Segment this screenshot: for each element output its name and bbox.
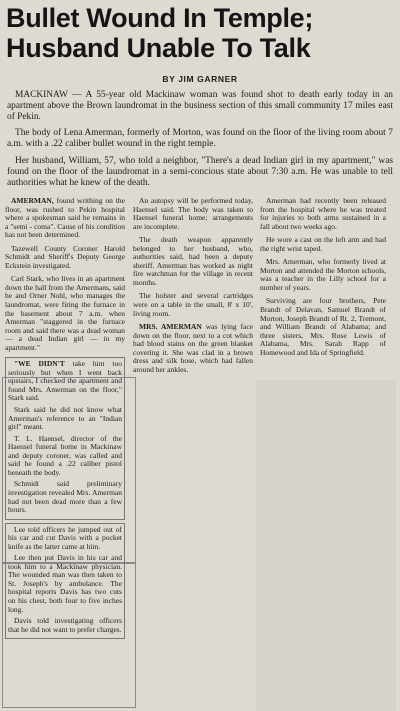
body-paragraph: Surviving are four brothers, Pete Brandt of Delavan, Samuel Brandt of Morton, Joseph Brandt of Rt. 2, Tremont, and William Brandt of Alabama; and three sisters, Mrs. Rose Lewis of Alabama, Mrs. Sarah Rapp of Homewood and Ida of Springfield. <box>260 296 386 357</box>
paragraph-text: take him too seriously but when I went back upstairs, I checked the apartment and found Mrs. Amerman on the floor," Stark said. <box>8 359 123 403</box>
body-paragraph: He wore a cast on the left arm and had the right wrist taped. <box>260 235 386 253</box>
body-paragraph: Davis told investigating officers that he did not want to prefer charges. <box>8 616 122 634</box>
headline-line-1: Bullet Wound In Temple; <box>6 3 314 33</box>
paragraph-text: was lying face down on the floor, next to a cot which had blood stains on the green blanket covering it. She was clad in a brown dress and silk hose, which had fallen around her ankles. <box>133 322 253 374</box>
body-paragraph <box>8 360 122 403</box>
body-paragraph: Stark said he did not know what Amerman's reference to an "Indian girl" meant. <box>8 405 122 432</box>
body-paragraph: The holster and several cartridges were on a table in the small, 8' x 10', living room. <box>133 291 253 318</box>
paragraph-text: found writhing on the floor, was rushed to Pekin hospital where a spokesman said he remains in a "semi - coma". Cause of his condition has not been determined. <box>5 196 125 240</box>
body-paragraph: Schmidt said preliminary investigation revealed Mrs. Amerman had not been dead more than a few hours. <box>8 479 122 515</box>
headline-line-2: Husband Unable To Talk <box>6 33 311 63</box>
paragraph-lead-in: AMERMAN, <box>11 196 54 205</box>
lead-paragraph: MACKINAW — A 55-year old Mackinaw woman was found shot to death early today in an apartment above the Brown laundromat in the business section of this small community 17 miles east of Pekin. <box>7 90 393 122</box>
body-paragraph: Lee then put Davis in his car and took him to a Mackinaw physician. The wounded man was then taken to St. Joseph's by ambulance. The hospital reports Davis has two cuts on his chest, both four to five inches long. <box>8 553 122 614</box>
clipped-section <box>5 523 125 640</box>
body-paragraph: The death weapon apparently belonged to her husband, who, authorities said, had been a deputy sheriff. Amerman has worked as night fire watchman for the village in recent months. <box>133 235 253 287</box>
body-paragraph <box>5 197 125 240</box>
body-paragraph: Carl Stark, who lives in an apartment down the hall from the Amermans, said he and Orner Nohl, who manages the laundromat, were firing the furnace in the basement about 7 a.m. when Amerman "staggered in the furnace room and said there was a dead woman — a dead Indian girl — in my apartment." <box>5 274 125 352</box>
body-paragraph: Amerman had recently been released from the hospital where he was treated for injuries to both arms sustained in a fall about two weeks ago. <box>260 196 386 231</box>
headline <box>6 3 396 63</box>
clipped-section <box>5 357 125 519</box>
body-paragraph: An autopsy will be performed today, Haensel said. The body was taken to Haensel funeral home; arrangements are incomplete. <box>133 196 253 231</box>
paper-shading <box>256 380 396 711</box>
column-1 <box>5 197 125 642</box>
body-paragraph: Mrs. Amerman, who formerly lived at Morton and attended the Morton schools, was a teacher in the Lilly school for a number of years. <box>260 257 386 292</box>
paragraph-lead-in: "WE DIDN'T <box>14 359 65 369</box>
lead-paragraph: The body of Lena Amerman, formerly of Morton, was found on the floor of the living room about 7 a.m. with a .22 caliber bullet wound in the right temple. <box>7 128 393 149</box>
body-paragraph: Lee told officers he jumped out of his car and cut Davis with a pocket knife as the latter came at him. <box>8 524 122 551</box>
body-paragraph <box>133 323 253 374</box>
column-2 <box>133 197 253 379</box>
lead-paragraph: Her husband, William, 57, who told a neighbor, "There's a dead Indian girl in my apartment," was found on the floor of the laundromat in a semi-concious state about 7:30 a.m. He was unable to tell authorities what he knew of the death. <box>7 156 393 188</box>
body-paragraph: T. L. Haensel, director of the Haensel funeral home in Mackinaw and deputy coroner, was called and said he found a .22 caliber pistol beneath the body. <box>8 433 122 477</box>
byline: BY JIM GARNER <box>162 74 238 84</box>
paragraph-lead-in: MRS. AMERMAN <box>139 322 202 332</box>
body-paragraph: Tazewell County Coroner Harold Schmidt and Sheriff's Deputy George Eckstein investigated. <box>5 243 125 270</box>
column-3 <box>260 197 386 362</box>
